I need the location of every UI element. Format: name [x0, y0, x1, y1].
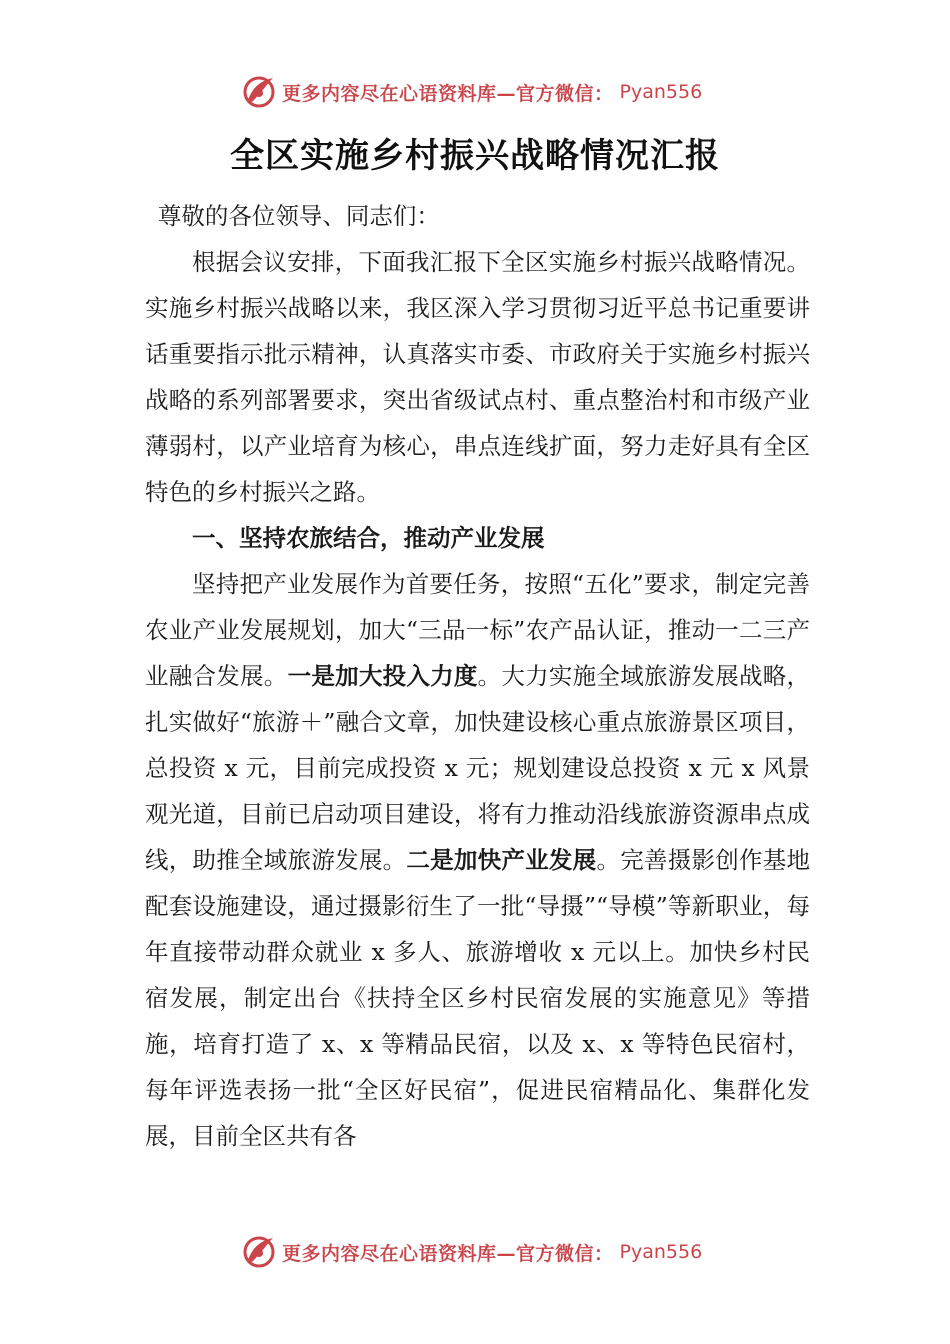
- watermark-account: Pyan556: [619, 1241, 703, 1263]
- watermark-header: [240, 72, 702, 112]
- section1-text-1: 坚持把产业发展作为首要任务，按照“五化”要求，制定完善农业产业发展规划，加大“三品一标”农产品认证，推动一二三产业融合发展。: [145, 570, 810, 690]
- watermark-account: Pyan556: [619, 81, 703, 103]
- salutation: 尊敬的各位领导、同志们：: [157, 202, 440, 230]
- watermark-footer: [240, 1232, 702, 1272]
- section1-paragraph: [145, 561, 810, 1159]
- section1-text-3: 。完善摄影创作基地配套设施建设，通过摄影衍生了一批“导摄”“导模”等新职业，每年直接带动群众就业 x 多人、旅游增收 x 元以上。加快乡村民宿发展，制定出台《扶持全区乡村民宿发展的实施意见》等措施，培育打造了 x、x 等精品民宿，以及 x、x 等特色民宿村，每年评选表扬一批“全区好民宿”，促进民宿精品化、集群化发展，目前全区共有各: [145, 846, 811, 1150]
- watermark-text: 更多内容尽在心语资料库—官方微信：: [282, 82, 614, 105]
- intro-paragraph: 根据会议安排，下面我汇报下全区实施乡村振兴战略情况。实施乡村振兴战略以来，我区深入学习贯彻习近平总书记重要讲话重要指示批示精神，认真落实市委、市政府关于实施乡村振兴战略的系列部署要求，突出省级试点村、重点整治村和市级产业薄弱村，以产业培育为核心，串点连线扩面，努力走好具有全区特色的乡村振兴之路。: [145, 248, 810, 506]
- section1-bold-2: 二是加快产业发展: [406, 846, 597, 874]
- watermark-text: 更多内容尽在心语资料库—官方微信：: [282, 1242, 614, 1265]
- document-body: [145, 193, 810, 1159]
- watermark-logo-icon: [240, 74, 276, 110]
- section1-text-2: 。大力实施全域旅游发展战略，扎实做好“旅游＋”融合文章，加快建设核心重点旅游景区项目，总投资 x 元，目前完成投资 x 元；规划建设总投资 x 元 x 风景观光道，目前已启动项目建设，将有力推动沿线旅游资源串点成线，助推全域旅游发展。: [145, 662, 811, 874]
- document-title: 全区实施乡村振兴战略情况汇报: [230, 136, 720, 176]
- section1-bold-1: 一是加大投入力度: [287, 662, 478, 690]
- watermark-logo-icon: [240, 1234, 276, 1270]
- section-heading-1: 一、坚持农旅结合，推动产业发展: [192, 524, 545, 552]
